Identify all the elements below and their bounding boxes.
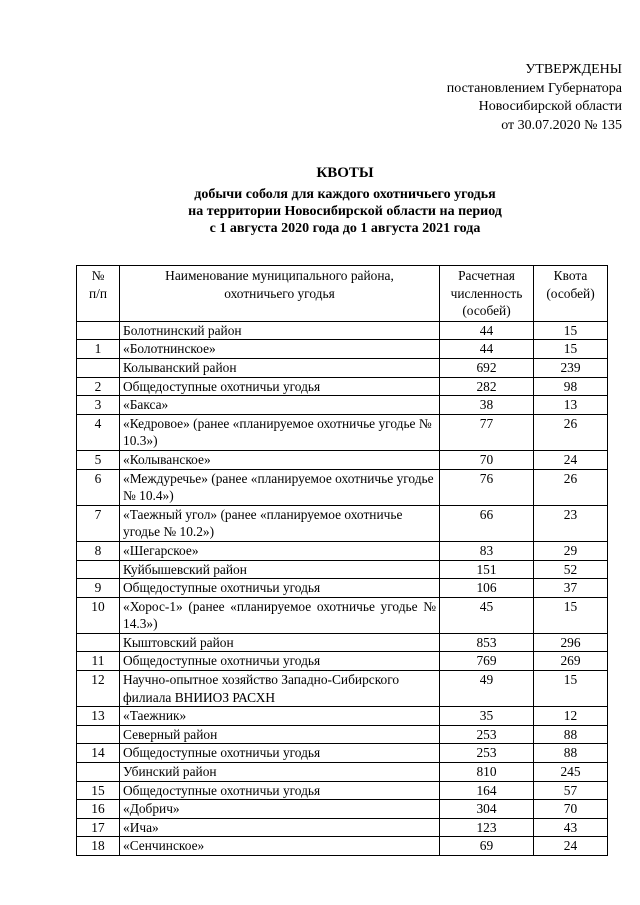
row-name: Научно-опытное хозяйство Западно-Сибирского филиала ВНИИОЗ РАСХН bbox=[120, 671, 440, 707]
row-calc: 853 bbox=[440, 633, 534, 652]
row-num: 6 bbox=[77, 469, 120, 505]
table-row bbox=[77, 450, 608, 469]
row-calc: 304 bbox=[440, 800, 534, 819]
row-calc: 45 bbox=[440, 597, 534, 633]
row-name: Кыштовский район bbox=[120, 633, 440, 652]
table-row bbox=[77, 340, 608, 359]
row-quota: 24 bbox=[534, 450, 608, 469]
row-quota: 88 bbox=[534, 725, 608, 744]
row-num bbox=[77, 358, 120, 377]
row-quota: 15 bbox=[534, 340, 608, 359]
title-line-4: с 1 августа 2020 года до 1 августа 2021 года bbox=[209, 221, 481, 236]
row-name: Убинский район bbox=[120, 763, 440, 782]
title-heading: КВОТЫ bbox=[316, 165, 374, 181]
row-name: «Таежный угол» (ранее «планируемое охотничье угодье № 10.2») bbox=[120, 505, 440, 541]
title-line-2: добычи соболя для каждого охотничьего угодья bbox=[194, 187, 496, 202]
row-calc: 76 bbox=[440, 469, 534, 505]
table-row bbox=[77, 560, 608, 579]
row-num: 16 bbox=[77, 800, 120, 819]
row-num: 1 bbox=[77, 340, 120, 359]
row-num: 3 bbox=[77, 396, 120, 415]
row-quota: 12 bbox=[534, 707, 608, 726]
row-calc: 123 bbox=[440, 818, 534, 837]
row-num: 17 bbox=[77, 818, 120, 837]
header-calc bbox=[440, 266, 534, 322]
row-num: 9 bbox=[77, 579, 120, 598]
approval-stamp bbox=[360, 61, 622, 135]
row-num bbox=[77, 321, 120, 340]
table-row bbox=[77, 652, 608, 671]
row-num: 5 bbox=[77, 450, 120, 469]
table-row bbox=[77, 597, 608, 633]
row-calc: 253 bbox=[440, 725, 534, 744]
table-row bbox=[77, 837, 608, 856]
header-quota-line: (особей) bbox=[546, 285, 595, 301]
header-calc-line: (особей) bbox=[462, 303, 511, 319]
table-row bbox=[77, 414, 608, 450]
row-num: 10 bbox=[77, 597, 120, 633]
row-name: Общедоступные охотничьи угодья bbox=[120, 377, 440, 396]
row-name: «Колыванское» bbox=[120, 450, 440, 469]
header-name bbox=[120, 266, 440, 322]
row-num: 4 bbox=[77, 414, 120, 450]
header-calc-line: численность bbox=[450, 285, 523, 301]
row-calc: 70 bbox=[440, 450, 534, 469]
row-name: «Сенчинское» bbox=[120, 837, 440, 856]
table-row bbox=[77, 633, 608, 652]
table-row bbox=[77, 671, 608, 707]
row-quota: 15 bbox=[534, 321, 608, 340]
row-num: 7 bbox=[77, 505, 120, 541]
row-quota: 26 bbox=[534, 469, 608, 505]
row-quota: 245 bbox=[534, 763, 608, 782]
row-quota: 37 bbox=[534, 579, 608, 598]
row-name: Общедоступные охотничьи угодья bbox=[120, 579, 440, 598]
row-quota: 26 bbox=[534, 414, 608, 450]
row-calc: 253 bbox=[440, 744, 534, 763]
table-row bbox=[77, 321, 608, 340]
row-name: Болотнинский район bbox=[120, 321, 440, 340]
row-name: «Ича» bbox=[120, 818, 440, 837]
approval-date-number: от 30.07.2020 № 135 bbox=[501, 117, 622, 133]
row-calc: 810 bbox=[440, 763, 534, 782]
approval-decree: постановлением Губернатора bbox=[446, 80, 622, 96]
row-num bbox=[77, 560, 120, 579]
header-num-line: № bbox=[91, 268, 105, 283]
table-row bbox=[77, 505, 608, 541]
row-name: «Таежник» bbox=[120, 707, 440, 726]
header-calc-line: Расчетная bbox=[458, 268, 515, 283]
table-row bbox=[77, 541, 608, 560]
row-name: «Добрич» bbox=[120, 800, 440, 819]
table-row bbox=[77, 725, 608, 744]
quota-table bbox=[76, 265, 608, 856]
row-num: 13 bbox=[77, 707, 120, 726]
table-row bbox=[77, 744, 608, 763]
row-quota: 57 bbox=[534, 781, 608, 800]
row-quota: 15 bbox=[534, 597, 608, 633]
row-name: «Междуречье» (ранее «планируемое охотничье угодье № 10.4») bbox=[120, 469, 440, 505]
row-calc: 69 bbox=[440, 837, 534, 856]
row-name: «Шегарское» bbox=[120, 541, 440, 560]
row-num: 14 bbox=[77, 744, 120, 763]
row-name: Общедоступные охотничьи угодья bbox=[120, 781, 440, 800]
row-quota: 296 bbox=[534, 633, 608, 652]
row-num: 18 bbox=[77, 837, 120, 856]
table-row bbox=[77, 377, 608, 396]
row-num: 8 bbox=[77, 541, 120, 560]
row-name: «Бакса» bbox=[120, 396, 440, 415]
title-line-3: на территории Новосибирской области на период bbox=[188, 204, 502, 219]
row-quota: 24 bbox=[534, 837, 608, 856]
row-name: Колыванский район bbox=[120, 358, 440, 377]
row-quota: 23 bbox=[534, 505, 608, 541]
row-calc: 769 bbox=[440, 652, 534, 671]
table-row bbox=[77, 763, 608, 782]
table-row bbox=[77, 781, 608, 800]
row-name: Общедоступные охотничьи угодья bbox=[120, 652, 440, 671]
row-quota: 52 bbox=[534, 560, 608, 579]
table-row bbox=[77, 579, 608, 598]
row-num: 15 bbox=[77, 781, 120, 800]
row-num: 12 bbox=[77, 671, 120, 707]
row-calc: 83 bbox=[440, 541, 534, 560]
table-row bbox=[77, 358, 608, 377]
row-num bbox=[77, 633, 120, 652]
row-quota: 239 bbox=[534, 358, 608, 377]
row-calc: 49 bbox=[440, 671, 534, 707]
row-num: 11 bbox=[77, 652, 120, 671]
row-quota: 269 bbox=[534, 652, 608, 671]
row-name: «Болотнинское» bbox=[120, 340, 440, 359]
row-calc: 106 bbox=[440, 579, 534, 598]
table-row bbox=[77, 707, 608, 726]
row-calc: 44 bbox=[440, 321, 534, 340]
document-title bbox=[60, 165, 630, 237]
row-name: «Кедровое» (ранее «планируемое охотничье угодье № 10.3») bbox=[120, 414, 440, 450]
table-row bbox=[77, 469, 608, 505]
row-calc: 38 bbox=[440, 396, 534, 415]
table-header-row bbox=[77, 266, 608, 322]
row-calc: 44 bbox=[440, 340, 534, 359]
row-num bbox=[77, 763, 120, 782]
row-quota: 98 bbox=[534, 377, 608, 396]
row-num bbox=[77, 725, 120, 744]
approval-region: Новосибирской области bbox=[478, 99, 622, 114]
row-name: Общедоступные охотничьи угодья bbox=[120, 744, 440, 763]
row-calc: 282 bbox=[440, 377, 534, 396]
header-num bbox=[77, 266, 120, 322]
row-calc: 77 bbox=[440, 414, 534, 450]
row-quota: 29 bbox=[534, 541, 608, 560]
row-calc: 151 bbox=[440, 560, 534, 579]
row-calc: 164 bbox=[440, 781, 534, 800]
row-calc: 35 bbox=[440, 707, 534, 726]
header-num-line: п/п bbox=[88, 285, 108, 301]
row-name: Северный район bbox=[120, 725, 440, 744]
header-quota bbox=[534, 266, 608, 322]
table-row bbox=[77, 818, 608, 837]
header-name-line: охотничьего угодья bbox=[224, 285, 335, 301]
row-name: Куйбышевский район bbox=[120, 560, 440, 579]
row-quota: 15 bbox=[534, 671, 608, 707]
approval-title: УТВЕРЖДЕНЫ bbox=[525, 62, 622, 77]
row-quota: 88 bbox=[534, 744, 608, 763]
header-name-line: Наименование муниципального района, bbox=[165, 268, 394, 283]
header-quota-line: Квота bbox=[553, 268, 588, 283]
row-calc: 66 bbox=[440, 505, 534, 541]
row-quota: 43 bbox=[534, 818, 608, 837]
table-row bbox=[77, 396, 608, 415]
row-quota: 13 bbox=[534, 396, 608, 415]
table-row bbox=[77, 800, 608, 819]
row-quota: 70 bbox=[534, 800, 608, 819]
row-name: «Хорос-1» (ранее «планируемое охотничье угодье № 14.3») bbox=[120, 597, 440, 633]
row-num: 2 bbox=[77, 377, 120, 396]
row-calc: 692 bbox=[440, 358, 534, 377]
